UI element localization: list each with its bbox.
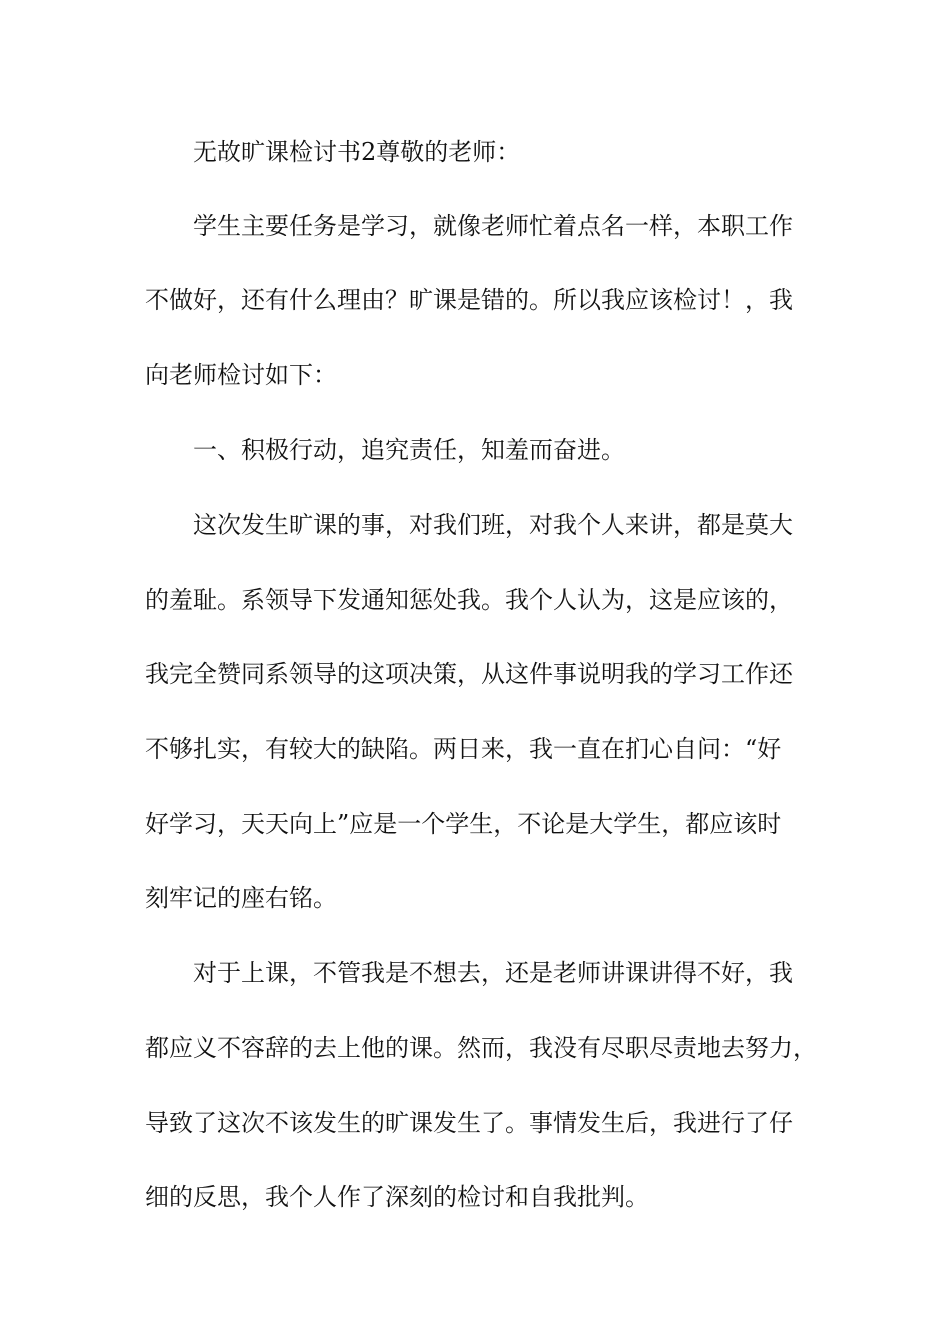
paragraph-3-line-1: 对于上课，不管我是不想去，还是老师讲课讲得不好，我 [193,959,793,987]
paragraph-2-line-4: 不够扎实，有较大的缺陷。两日来，我一直在扪心自问：“好 [145,735,782,763]
paragraph-2-line-3: 我完全赞同系领导的这项决策，从这件事说明我的学习工作还 [145,660,793,688]
paragraph-2-line-2: 的羞耻。系领导下发通知惩处我。我个人认为，这是应该的， [145,586,793,614]
paragraph-1-line-2: 不做好，还有什么理由？旷课是错的。所以我应该检讨！，我 [145,286,793,314]
paragraph-3-line-3: 导致了这次不该发生的旷课发生了。事情发生后，我进行了仔 [145,1109,793,1137]
paragraph-3-line-4: 细的反思，我个人作了深刻的检讨和自我批判。 [145,1183,649,1211]
section-heading-1: 一、积极行动，追究责任，知羞而奋进。 [193,436,625,464]
paragraph-2-line-5: 好学习，天天向上”应是一个学生，不论是大学生，都应该时 [145,810,782,838]
paragraph-3-line-2: 都应义不容辞的去上他的课。然而，我没有尽职尽责地去努力， [145,1034,817,1062]
paragraph-2-line-1: 这次发生旷课的事，对我们班，对我个人来讲，都是莫大 [193,511,793,539]
title-line: 无故旷课检讨书2尊敬的老师： [193,138,521,166]
paragraph-1-line-3: 向老师检讨如下： [145,361,337,389]
paragraph-1-line-1: 学生主要任务是学习，就像老师忙着点名一样，本职工作 [193,212,793,240]
paragraph-2-line-6: 刻牢记的座右铭。 [145,884,337,912]
